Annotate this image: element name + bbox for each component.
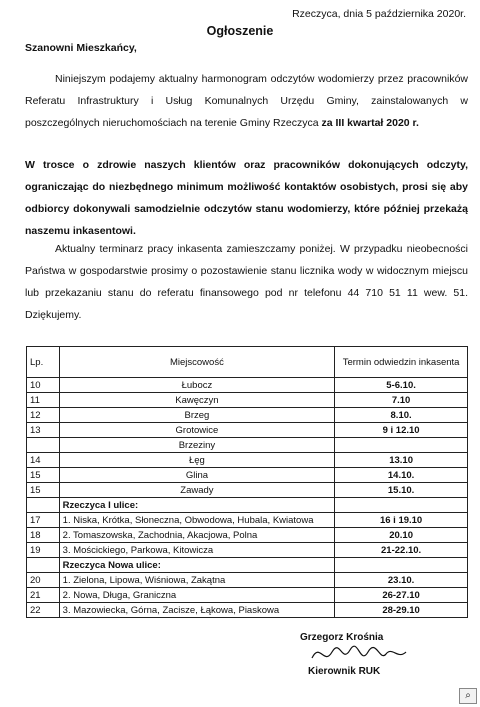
row-place: Grotowice — [59, 423, 335, 438]
row-term: 20.10 — [335, 528, 468, 543]
row-term: 7.10 — [335, 393, 468, 408]
row-lp: 14 — [27, 453, 60, 468]
row-place: 3. Mościckiego, Parkowa, Kitowicza — [59, 543, 335, 558]
row-lp: 12 — [27, 408, 60, 423]
row-place: 3. Mazowiecka, Górna, Zacisze, Łąkowa, Piaskowa — [59, 603, 335, 618]
row-term: 26-27.10 — [335, 588, 468, 603]
row-place: Kawęczyn — [59, 393, 335, 408]
row-lp — [27, 438, 60, 453]
row-lp: 13 — [27, 423, 60, 438]
schedule-table — [26, 346, 468, 618]
row-lp: 20 — [27, 573, 60, 588]
row-lp: 19 — [27, 543, 60, 558]
row-place: Brzeg — [59, 408, 335, 423]
header-place: Miejscowość — [59, 347, 335, 378]
row-term — [335, 498, 468, 513]
table-row — [27, 438, 468, 453]
row-lp: 11 — [27, 393, 60, 408]
row-term — [335, 558, 468, 573]
table-row — [27, 573, 468, 588]
table-row — [27, 543, 468, 558]
header-lp: Lp. — [27, 347, 60, 378]
table-row — [27, 378, 468, 393]
signer-role: Kierownik RUK — [308, 666, 381, 677]
row-lp: 15 — [27, 468, 60, 483]
table-row — [27, 423, 468, 438]
table-row — [27, 498, 468, 513]
signer-name: Grzegorz Krośnia — [300, 632, 384, 643]
row-place: Łęg — [59, 453, 335, 468]
row-place: Łubocz — [59, 378, 335, 393]
row-term: 23.10. — [335, 573, 468, 588]
table-row — [27, 603, 468, 618]
row-term: 8.10. — [335, 408, 468, 423]
row-term: 5-6.10. — [335, 378, 468, 393]
row-place: 2. Nowa, Długa, Graniczna — [59, 588, 335, 603]
row-lp — [27, 498, 60, 513]
row-term: 21-22.10. — [335, 543, 468, 558]
table-row — [27, 513, 468, 528]
table-row — [27, 588, 468, 603]
date-line: Rzeczyca, dnia 5 października 2020r. — [292, 8, 466, 20]
row-term: 13.10 — [335, 453, 468, 468]
paragraph-schedule-note — [25, 238, 468, 326]
row-lp: 15 — [27, 483, 60, 498]
table-row — [27, 528, 468, 543]
header-term: Termin odwiedzin inkasenta — [335, 347, 468, 378]
row-term: 9 i 12.10 — [335, 423, 468, 438]
table-body — [27, 378, 468, 618]
table-header-row — [27, 347, 468, 378]
table-row — [27, 453, 468, 468]
row-place: 2. Tomaszowska, Zachodnia, Akacjowa, Polna — [59, 528, 335, 543]
row-term: 28-29.10 — [335, 603, 468, 618]
table-row — [27, 483, 468, 498]
row-lp — [27, 558, 60, 573]
absence-note: W przypadku nieobecności Państwa w gospodarstwie prosimy o pozostawienie stanu licznika wody w widocznym miejscu lub przekazaniu stanu do referatu finansowego pod nr telefonu 44 710 51 11 wew. 51. Dziękujemy. — [25, 243, 469, 321]
row-place: Zawady — [59, 483, 335, 498]
paragraph-schedule-intro — [25, 68, 468, 134]
table-row — [27, 408, 468, 423]
greeting: Szanowni Mieszkańcy, — [25, 42, 137, 54]
schedule-note-line: Aktualny terminarz pracy inkasenta zamieszczamy poniżej. — [55, 243, 336, 255]
table-row — [27, 558, 468, 573]
row-place: Brzeziny — [59, 438, 335, 453]
row-term — [335, 438, 468, 453]
row-place: Glina — [59, 468, 335, 483]
row-lp: 17 — [27, 513, 60, 528]
row-lp: 18 — [27, 528, 60, 543]
magnifier-icon[interactable]: ⌕ — [459, 688, 477, 704]
paragraph-health-notice: W trosce o zdrowie naszych klientów oraz pracowników dokonujących odczyty, ograniczając do niezbędnego minimum możliwość kontaktów osobistych, prosi się aby odbiorcy dokonywali samodzielnie odczytów stanu wodomierzy, które później przekażą naszemu inkasentowi. — [25, 159, 468, 237]
row-place: 1. Zielona, Lipowa, Wiśniowa, Zakątna — [59, 573, 335, 588]
row-place: 1. Niska, Krótka, Słoneczna, Obwodowa, Hubala, Kwiatowa — [59, 513, 335, 528]
row-term: 14.10. — [335, 468, 468, 483]
page-title: Ogłoszenie — [206, 24, 274, 38]
quarter-text: za III kwartał 2020 r. — [321, 117, 419, 129]
row-place: Rzeczyca I ulice: — [59, 498, 335, 513]
row-lp: 21 — [27, 588, 60, 603]
table-row — [27, 468, 468, 483]
row-place: Rzeczyca Nowa ulice: — [59, 558, 335, 573]
table-row — [27, 393, 468, 408]
row-term: 16 i 19.10 — [335, 513, 468, 528]
row-lp: 10 — [27, 378, 60, 393]
row-term: 15.10. — [335, 483, 468, 498]
row-lp: 22 — [27, 603, 60, 618]
paragraph-text: Niniejszym podajemy aktualny harmonogram odczytów wodomierzy przez pracowników Referatu Infrastruktury i Usług Komunalnych Urzędu Gminy, zainstalowanych w poszczególnych nieruchomościach na terenie Gminy Rzeczyca — [25, 73, 468, 129]
